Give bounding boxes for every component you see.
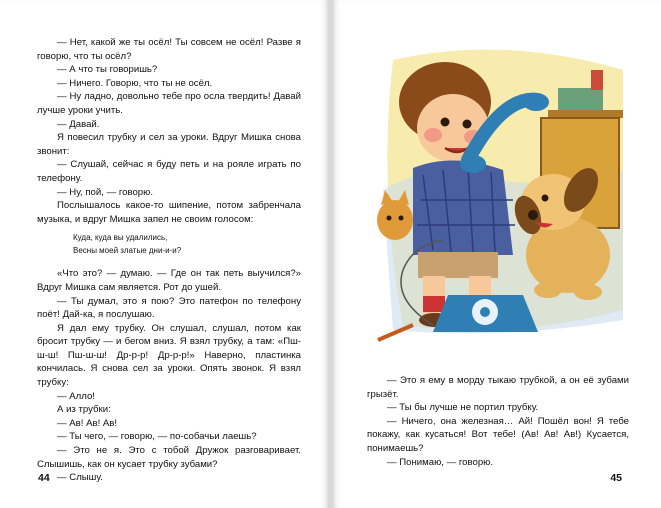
paragraph: — Слушай, сейчас я буду петь и на рояле играть по телефону. <box>37 159 301 184</box>
page-number-left: 44 <box>38 472 50 484</box>
right-page <box>333 0 661 508</box>
paragraph: — Ну ладно, довольно тебе про осла твердить! Давай лучше уроки учить. <box>37 91 301 116</box>
paragraph: — Ты думал, это я пою? Это патефон по телефону поёт! Дай-ка, я послушаю. <box>37 295 301 321</box>
paragraph: — Ав! Ав! Ав! <box>57 417 118 429</box>
paragraph: — Алло! <box>57 390 95 402</box>
paragraph: — Давай. <box>57 118 100 130</box>
paragraph: А из трубки: <box>57 404 111 416</box>
paragraph: Послышалось какое-то шипение, потом забренчала музыка, и вдруг Мишка запел не своим голосом: <box>37 200 301 225</box>
poem-line: Куда, куда вы удалились, <box>73 233 168 243</box>
page-number-right: 45 <box>610 472 622 484</box>
paragraph: — Понимаю, — говорю. <box>387 456 494 468</box>
paragraph: — Это я ему в морду тыкаю трубкой, а он её зубами грызёт. <box>367 375 629 400</box>
paragraph: — Нет, какой же ты осёл! Ты совсем не осёл! Разве я говорю, что ты осёл? <box>37 37 301 62</box>
poem-line: Весны моей златые дни-и-и? <box>73 245 182 255</box>
paragraph: — Это не я. Это с тобой Дружок разговаривает. Слышишь, как он кусает трубку зубами? <box>37 445 301 470</box>
boy-with-telephone-and-puppy-illustration <box>373 40 631 358</box>
paragraph: «Что это? — думаю. — Где он так петь выучился?» Вдруг Мишка сам является. Рот до ушей. <box>37 268 301 293</box>
paragraph: — А что ты говоришь? <box>57 64 158 76</box>
paragraph: Я дал ему трубку. Он слушал, слушал, потом как бросит трубку — и бегом вниз. Я взял трубку, а там: «Пш-ш-ш! Пш-ш-ш! Др-р-р! Др-р-р!» Наверно, пластинка кончилась. Я снова сел за уроки. Опять звонок. Я взял трубку: <box>37 322 301 389</box>
paragraph: — Ну, пой, — говорю. <box>57 186 153 198</box>
paragraph: Я повесил трубку и сел за уроки. Вдруг Мишка снова звонит: <box>37 132 301 157</box>
paragraph: — Ты чего, — говорю, — по-собачьи лаешь? <box>57 431 257 443</box>
poem-quote <box>73 232 301 257</box>
left-page <box>0 0 328 508</box>
paragraph: — Ничего. Говорю, что ты не осёл. <box>57 77 213 89</box>
paragraph: — Слышу. <box>57 472 103 484</box>
paragraph: — Ты бы лучше не портил трубку. <box>387 402 539 414</box>
left-page-text <box>37 36 301 485</box>
paragraph: — Ничего, она железная… Ай! Пошёл вон! Я тебе покажу, как кусаться! Вот тебе! (Ав! Ав! Ав!) Кусается, понимаешь? <box>367 415 629 454</box>
right-page-text <box>367 374 629 469</box>
